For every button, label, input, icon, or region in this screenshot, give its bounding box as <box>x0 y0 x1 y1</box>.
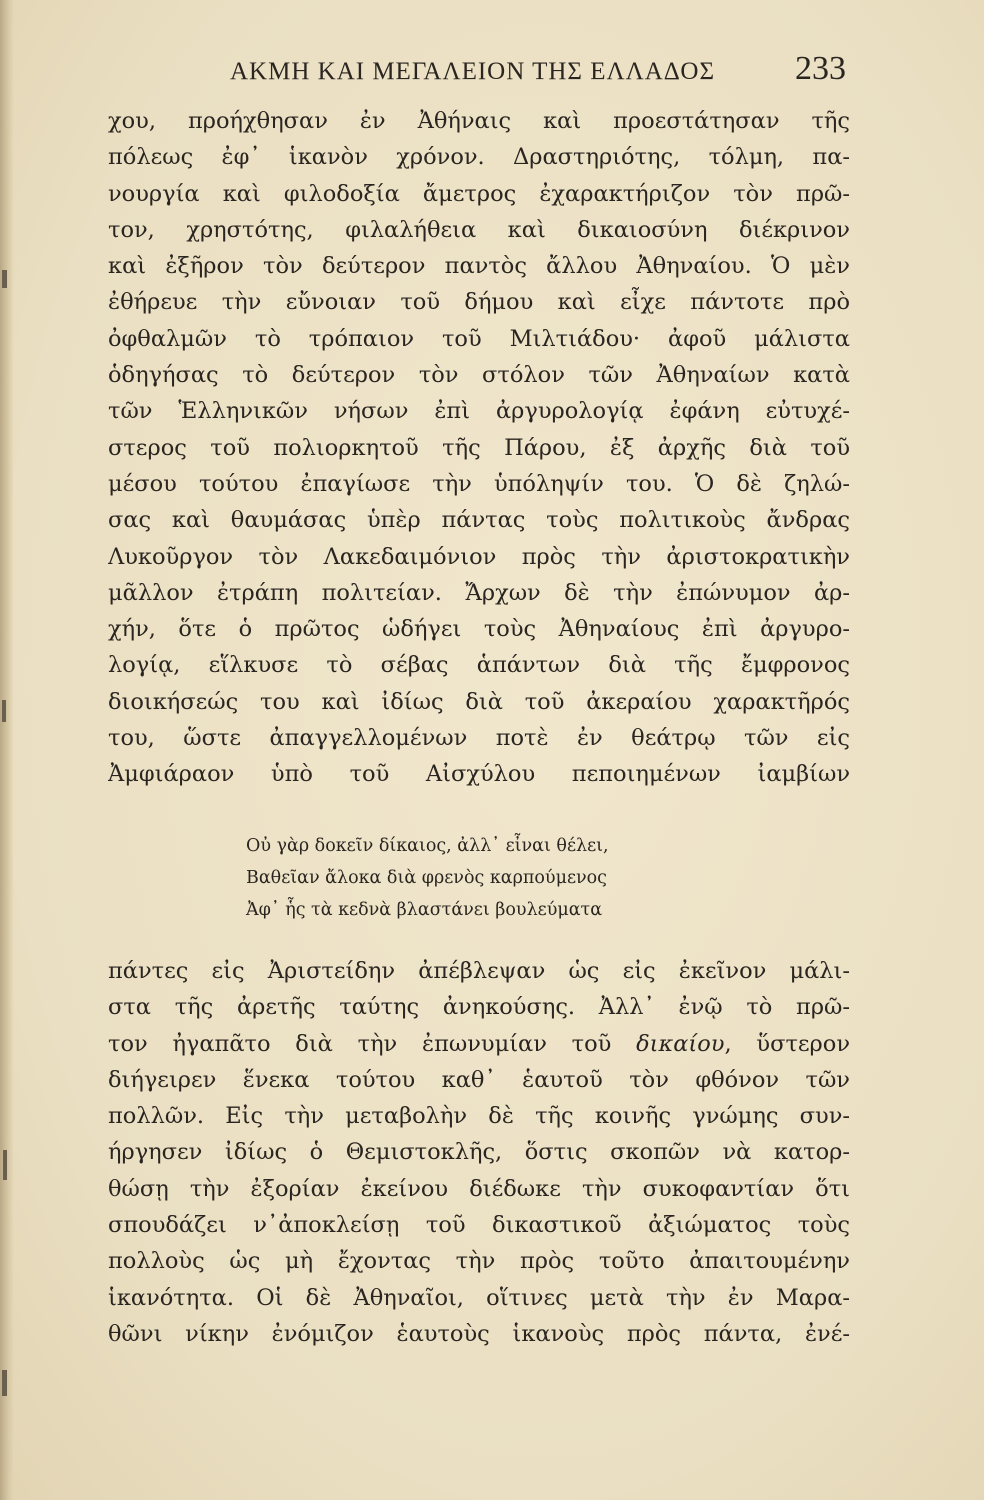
paragraph-1 <box>108 103 850 793</box>
text-line: λογίᾳ, εἵλκυσε τὸ σέβας ἁπάντων διὰ τῆς ἔμφρονος <box>108 652 850 679</box>
text-line: ὁδηγήσας τὸ δεύτερον τὸν στόλον τῶν Ἀθηναίων κατὰ <box>108 362 850 389</box>
text-line: θώσῃ τὴν ἐξορίαν ἐκείνου διέδωκε τὴν συκοφαντίαν ὅτι <box>108 1175 850 1202</box>
text-line: μέσου τούτου ἐπαγίωσε τὴν ὑπόληψίν του. Ὁ δὲ ζηλώ- <box>108 470 850 497</box>
running-title: ΑΚΜΗ ΚΑΙ ΜΕΓΑΛΕΙΟΝ ΤΗΣ ΕΛΛΑΔΟΣ <box>230 58 716 85</box>
page-number: 233 <box>795 50 846 87</box>
text-line: πάντες εἰς Ἀριστείδην ἀπέβλεψαν ὡς εἰς ἐκεῖνον μάλι- <box>108 958 850 984</box>
margin-mark <box>2 1370 7 1396</box>
text-line: στα τῆς ἀρετῆς ταύτης ἀνηκούσης. Ἀλλ᾽ ἐνῷ τὸ πρῶ- <box>108 994 850 1021</box>
text-line: ὀφθαλμῶν τὸ τρόπαιον τοῦ Μιλτιάδου· ἀφοῦ μάλιστα <box>108 325 850 352</box>
paragraph-2 <box>108 953 850 1352</box>
page-header <box>110 50 850 96</box>
text-line: ἱκανότητα. Οἱ δὲ Ἀθηναῖοι, οἵτινες μετὰ τὴν ἐν Μαρα- <box>108 1284 850 1311</box>
text-line: τῶν Ἑλληνικῶν νήσων ἐπὶ ἀργυρολογίᾳ ἐφάνη εὐτυχέ- <box>108 398 850 425</box>
page-gutter-shadow <box>0 0 14 1500</box>
text-line: μᾶλλον ἐτράπη πολιτείαν. Ἄρχων δὲ τὴν ἐπώνυμον ἀρ- <box>108 579 850 606</box>
text-line: πολλοὺς ὡς μὴ ἔχοντας τὴν πρὸς τοῦτο ἀπαιτουμένην <box>108 1248 850 1275</box>
margin-mark <box>2 270 7 288</box>
margin-mark <box>3 1150 7 1180</box>
text-line: Ἀμφιάραον ὑπὸ τοῦ Αἰσχύλου πεποιημένων ἰαμβίων <box>108 761 850 788</box>
text-segment: τον ἠγαπᾶτο διὰ τὴν ἐπωνυμίαν τοῦ <box>108 1030 612 1057</box>
italic-word: δικαίου <box>636 1030 725 1057</box>
verse-line: Οὐ γὰρ δοκεῖν δίκαιος, ἀλλ᾽ εἶναι θέλει, <box>246 836 609 856</box>
text-line: του, ὥστε ἀπαγγελλομένων ποτὲ ἐν θεάτρῳ τῶν εἰς <box>108 725 850 752</box>
verse-line: Ἀφ᾽ ἧς τὰ κεδνὰ βλαστάνει βουλεύματα <box>246 900 603 920</box>
text-line: πολλῶν. Εἰς τὴν μεταβολὴν δὲ τῆς κοινῆς γνώμης συν- <box>108 1103 850 1130</box>
verse-line: Βαθεῖαν ἄλοκα διὰ φρενὸς καρπούμενος <box>246 868 607 888</box>
text-segment: , ὕστερον <box>724 1030 850 1057</box>
text-line: στερος τοῦ πολιορκητοῦ τῆς Πάρου, ἐξ ἀρχῆς διὰ τοῦ <box>108 434 850 461</box>
text-line: καὶ ἐξῆρον τὸν δεύτερον παντὸς ἄλλου Ἀθηναίου. Ὁ μὲν <box>108 253 850 280</box>
text-line: σας καὶ θαυμάσας ὑπὲρ πάντας τοὺς πολιτικοὺς ἄνδρας <box>108 507 850 534</box>
text-line: θῶνι νίκην ἐνόμιζον ἑαυτοὺς ἱκανοὺς πρὸς πάντα, ἐνέ- <box>108 1320 850 1347</box>
verse-quotation <box>246 830 686 926</box>
text-line: Λυκοῦργον τὸν Λακεδαιμόνιον πρὸς τὴν ἀριστοκρατικὴν <box>108 543 850 570</box>
text-line: διοικήσεώς του καὶ ἰδίως διὰ τοῦ ἀκεραίου χαρακτῆρός <box>108 688 850 715</box>
text-line: χου, προήχθησαν ἐν Ἀθήναις καὶ προεστάτησαν τῆς <box>108 108 850 134</box>
text-line: τον, χρηστότης, φιλαλήθεια καὶ δικαιοσύνη διέκρινον <box>108 216 850 243</box>
text-line: πόλεως ἐφ᾽ ἱκανὸν χρόνον. Δραστηριότης, τόλμη, πα- <box>108 144 850 171</box>
text-line: χήν, ὅτε ὁ πρῶτος ὡδήγει τοὺς Ἀθηναίους ἐπὶ ἀργυρο- <box>108 616 850 643</box>
margin-mark <box>2 700 6 722</box>
text-line: νουργία καὶ φιλοδοξία ἄμετρος ἐχαρακτήριζον τὸν πρῶ- <box>108 180 850 207</box>
text-line: σπουδάζει ν᾽ἀποκλείσῃ τοῦ δικαστικοῦ ἀξιώματος τοὺς <box>108 1212 850 1239</box>
text-line: διήγειρεν ἕνεκα τούτου καθ᾽ ἑαυτοῦ τὸν φθόνον τῶν <box>108 1066 850 1093</box>
text-line-with-italic <box>108 1026 850 1062</box>
text-line: ἐθήρευε τὴν εὔνοιαν τοῦ δήμου καὶ εἶχε πάντοτε πρὸ <box>108 289 850 316</box>
text-line: ήργησεν ἰδίως ὁ Θεμιστοκλῆς, ὅστις σκοπῶν νὰ κατορ- <box>108 1139 850 1166</box>
